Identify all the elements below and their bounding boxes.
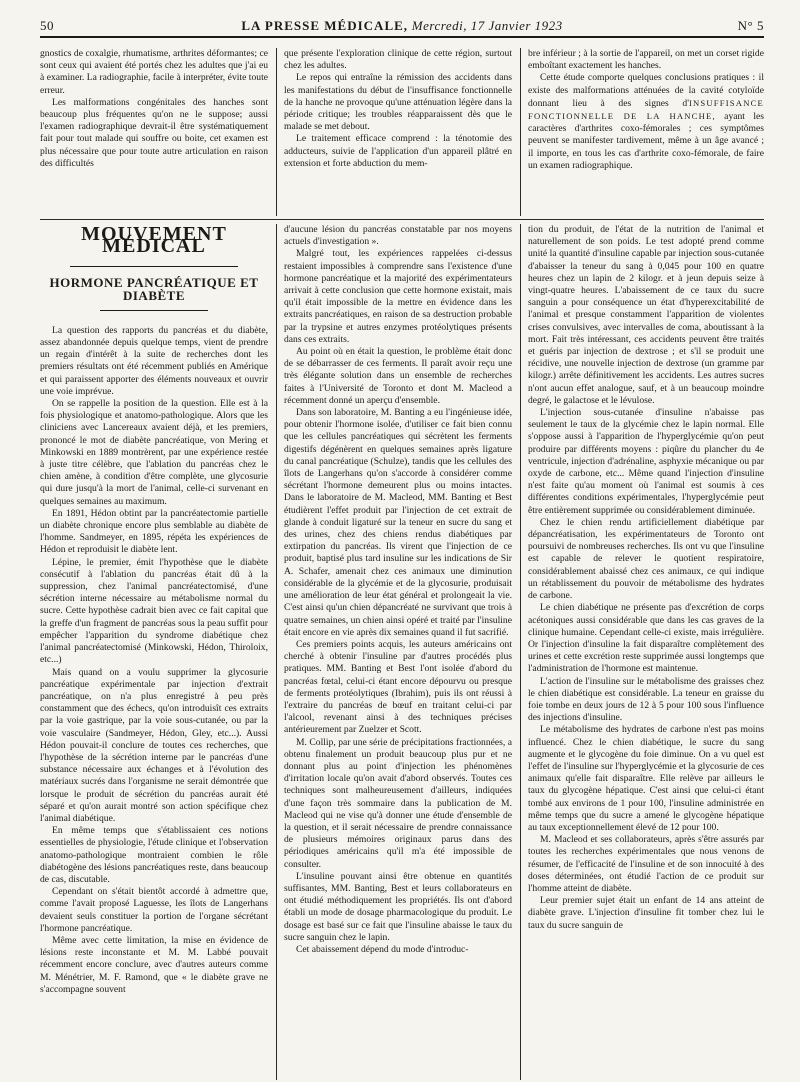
paragraph: Malgré tout, les expériences rappelées ci-dessus restaient impossibles à comprendre sans l'existence d'une hormone pancréatique et la majorité des expérimentateurs arrivait à cette conclusion que cette hormone existait, mais qu'il était impossible de la mettre en évidence dans les extraits pancréatiques, en raison de sa destruction probable par la trypsine et autres enzymes protéolytiques présents dans ces extraits. [284,248,512,345]
paragraph: gnostics de coxalgie, rhumatisme, arthrites déformantes; ce sont ceux qui avaient été portés chez les adultes que j'ai eu à examiner. La radiographie, facile à interpréter, évite toute erreur. [40,48,268,96]
paragraph: En même temps que s'établissaient ces notions essentielles de physiologie, l'étude clinique et l'observation anatomo-pathologique montraient combien le rôle diabétogène des lésions pancréatiques reste, dans beaucoup de cas, discutable. [40,825,268,885]
article-column-3 [528,224,764,932]
journal-title: LA PRESSE MÉDICALE, [241,18,409,33]
paragraph: Dans son laboratoire, M. Banting a eu l'ingénieuse idée, pour obtenir l'hormone isolée, d'utiliser ce fait bien connu que les cellules pancréatiques qui sécrètent les ferments digestifs dégénèrent en quelques semaines après ligature du canal pancréatique (Schulze), tandis que les cellules des îlots de Langerhans qu'on s'accorde à considérer comme sécrétant l'hormone demeurent plus ou moins intactes. Dans le laboratoire de M. Macleod, MM. Banting et Best étudièrent l'effet produit par l'injection de cet extrait de glande à conduit ligaturé sur la teneur en sucre du sang et des urines, chez des chiens rendus diabétiques par extirpation du pancréas. Ils virent que l'injection de ce produit, baptisé plus tard insuline sur les indications de Sir A. Schafer, amenait chez ces animaux une diminution considérable de la glycémie et de la glycosurie, produisait une amélioration de leur état général et prolongeait la vie. C'est ainsi qu'un chien dépancréaté ne survivant que trois à quatre semaines, un chien ainsi opéré et traité par l'insuline était encore en vie après dix semaines quand il fut sacrifié. [284,407,512,638]
paragraph: d'aucune lésion du pancréas constatable par nos moyens actuels d'investigation ». [284,224,512,248]
article-column-1 [40,224,268,996]
paragraph: Mais quand on a voulu supprimer la glycosurie pancréatique expérimentale par injection d'extrait pancréatique, on n'a plus enregistré à peu près constamment que des échecs, qu'on introduisît ces extraits par la voie gastrique, par la voie sous-cutanée, ou par la voie vasculaire (Sandmeyer, Hédon, Gley, etc...). Aussi Hédon pouvait-il conclure de toutes ces recherches, que l'hypothèse de la sécrétion interne par le pancréas d'une substance nécessaire aux échanges et à l'évolution des matériaux sucrés dans l'organisme ne serait démontrée que lorsque le produit de sécrétion du pancréas aurait été séparé et qu'on aurait montré son action spécifique chez l'animal diabétique. [40,666,268,824]
emphasized-text: INSUFFISANCE FONCTIONNELLE DE LA HANCHE, [528,97,764,122]
column-divider [520,48,521,216]
text-run: Cette étude comporte quelques conclusions pratiques : il existe des malformations atténuées de la cavité cotyloïde donnant lieu à des signes d' [528,72,764,109]
paragraph: Même avec cette limitation, la mise en évidence de lésions reste inconstante et M. M. Labbé pouvait récemment encore conclure, avec d'autres auteurs comme M. Ménétrier, M. F. Ramond, que « le diabète grave ne s'accompagne souvent [40,934,268,995]
section-rule [40,219,764,220]
top-column-2 [284,48,512,170]
paragraph: Chez le chien rendu artificiellement diabétique par dépancréatisation, les expérimentateurs de Toronto ont poursuivi de nombreuses recherches. Ils ont vu que l'insuline est capable de relever le quotient respiratoire, considérablement abaissé chez ces animaux, ce qui indique un rétablissement du pouvoir de métabolisme des hydrates de carbone. [528,516,764,602]
column-divider [520,224,521,1080]
top-column-3 [528,48,764,172]
paragraph: tion du produit, de l'état de la nutrition de l'animal et naturellement de son poids. Le test adopté prend comme unité la quantité d'insuline capable par injection sous-cutanée d'abaisser la teneur du sang à 0,045 pour 100 en quatre heures chez un lapin de 2 kilogr. et à jeun depuis seize à vingt-quatre heures. L'abaissement de ce taux du sucre sanguin a pour conséquence un état d'hyperexcitabilité de l'animal et presque constamment l'apparition de violentes crises convulsives, avec intervalles de coma, aboutissant à la mort. Fait très intéressant, ces accidents peuvent être traités et guéris par injection de dextrose ; et s'il se produit une récidive, une nouvelle injection de dextrose (un gramme par kilogr.) arrête définitivement les accidents. Les autres sucres n'ont aucun effet analogue, sauf, et à un beaucoup moindre degré, le galactose et le lévulose. [528,224,764,406]
paragraph: Leur premier sujet était un enfant de 14 ans atteint de diabète grave. L'injection d'insuline fit tomber chez lui le taux du sucre sanguin de [528,895,764,931]
paragraph: Cet abaissement dépend du mode d'introduc- [296,943,469,955]
paragraph: Cependant on s'était bientôt accordé à admettre que, comme l'avait proposé Laguesse, les îlots de Langerhans devaient seuls constituer la portion de l'organe sécrétant l'hormone pancréatique. [40,886,268,934]
paragraph: Les malformations congénitales des hanches sont beaucoup plus fréquentes qu'on ne le suppose; aussi l'examen radiographique devrait-il être systématiquement fait pour tout malade qui souffre ou boite, cet examen est plus nécessaire que pour toute autre articulation en raison des difficultés [40,96,268,169]
paragraph: L'injection sous-cutanée d'insuline n'abaisse pas seulement le taux de la glycémie chez le lapin normal. Elle s'oppose aussi à l'apparition de l'hyperglycémie qu'on peut produire par différents moyens : piqûre du plancher du 4e ventricule, injection d'adrénaline, asphyxie mécanique ou par oxyde de carbone, etc... Même quand l'injection d'insuline n'est faite qu'au moment où l'animal est soumis à ces différentes conditions expérimentales, l'hyperglycémie peut être entièrement supprimée ou considérablement diminuée. [528,407,764,516]
paragraph: On se rappelle la position de la question. Elle est à la fois physiologique et anatomo-pathologique. Alors que les cliniciens avec Lancereaux avaient déjà, et les premiers, prononcé le mot de diabète pancréatique, von Mering et Minkowski en 1889 montrèrent, par une expérience restée à juste titre célèbre, que l'ablation du pancréas chez le chien amène, à condition d'être complète, une glycosurie qui dure jusqu'à la mort de l'animal, celle-ci survenant en quelques semaines au maximum. [40,398,268,507]
paragraph: En 1891, Hédon obtint par la pancréatectomie partielle un diabète chronique encore plus semblable au diabète de l'homme. Sandmeyer, en 1895, répéta les expériences de Hédon et reproduisit le diabète lent. [40,507,268,556]
paragraph: Lépine, le premier, émit l'hypothèse que le diabète consécutif à l'ablation du pancréas était dû à la suppression, chez l'animal pancréatectomisé, d'une sécrétion interne nécessaire au métabolisme normal du sucre. Cette hypothèse cadrait bien avec ce fait capital que la greffe d'un fragment de pancréas sous la peau suffit pour empêcher l'apparition du syndrome diabétique chez l'animal pancréatectomisé (Minkowski, Hédon, Thiroloix, etc...) [40,556,268,666]
paragraph: Le chien diabétique ne présente pas d'excrétion de corps acétoniques aussi considérable que dans les cas graves de la clinique humaine. Cependant celle-ci existe, mais irrégulière. Or l'injection d'insuline la fait disparaître complètement des urines et cette excrétion reste supprimée aussi longtemps que l'administration de l'hormone est maintenue. [528,602,764,675]
paragraph: Le traitement efficace comprend : la ténotomie des adducteurs, suivie de l'application d'un appareil plâtré en extension et forte abduction du mem- [284,133,512,169]
column-divider [276,48,277,216]
top-column-1 [40,48,268,170]
subtitle-rule [100,310,208,311]
section-title: MOUVEMENT MÉDICAL [81,223,227,258]
paragraph: L'action de l'insuline sur le métabolisme des graisses chez le chien diabétique est considérable. La teneur en graisse du foie tombe en deux jours de 12 à 5 pour 100 sous l'influence des injections d'insuline. [528,675,764,724]
article-title: HORMONE PANCRÉATIQUE ET DIABÈTE [49,275,259,303]
column-divider [276,224,277,1080]
paragraph: Le repos qui entraîne la rémission des accidents dans les manifestations du début de l'insuffisance fonctionnelle de la hanche ne provoque qu'une atténuation légère dans la période critique; les troubles réapparaissent dès que le malade se met debout. [284,72,512,133]
masthead [40,18,764,34]
page-number: 50 [40,18,54,33]
issue-date: Mercredi, 17 Janvier 1923 [411,18,563,33]
paragraph: M. Macleod et ses collaborateurs, après s'être assurés par toutes les recherches expérimentales que nous venons de résumer, de l'efficacité de l'insuline et de son innocuité à des doses déterminées, ont étudié l'action de ce produit sur l'homme atteint de diabète. [528,834,764,894]
title-rule [70,266,238,267]
paragraph: Le métabolisme des hydrates de carbone n'est pas moins influencé. Chez le chien diabétique, le sucre du sang augmente et le glycogène du foie diminue. On a vu quel est l'effet de l'insuline sur l'hyperglycémie et la glycosurie de ces animaux qu'elle fait disparaître. Elle relève par ailleurs le taux du glycogène hépatique. C'est ainsi que celui-ci étant tombé aux environs de 1 pour 100, l'insuline administrée en même temps que du sucre a amené le glycogène hépatique au taux exceptionnellement élevé de 12 pour 100. [528,724,764,833]
page-header [40,14,764,38]
paragraph: L'insuline pouvant ainsi être obtenue en quantités suffisantes, MM. Banting, Best et leurs collaborateurs en ont étudié méthodiquement les propriétés. Ils ont d'abord établi un mode de dosage pharmacologique du produit. Le dosage est basé sur ce fait que l'insuline abaisse le taux du sucre sanguin chez le lapin. [284,870,512,943]
issue-number: N° 5 [737,18,764,33]
paragraph: M. Collip, par une série de précipitations fractionnées, a obtenu finalement un produit beaucoup plus pur et ne donnant plus au point d'injection les phénomènes d'irritation locale qu'on avait d'abord observés. Toutes ces techniques sont malheureusement d'ailleurs, indiquées d'une façon très sommaire dans la publication de M. Macleod qui ne vise qu'à donner une étude d'ensemble de la question, et il serait nécessaire de prendre connaissance de plusieurs mémoires originaux parus dans des périodiques américains qu'il m'a été impossible de consulter. [284,736,512,870]
article-hormone-pancreatique [40,224,764,1082]
paragraph: que présente l'exploration clinique de cette région, surtout chez les adultes. [284,48,512,72]
text-run: ayant les caractères d'arthrites coxo-fémorales ; ces symptômes peuvent se manifester tardivement, même à un âge avancé ; il importe, en tous les cas d'arthrite coxo-fémorale, de faire un examen radiographique. [528,111,764,171]
paragraph: Ces premiers points acquis, les auteurs américains ont cherché à obtenir l'insuline par d'autres procédés plus pratiques. MM. Banting et Best l'ont isolée d'abord du pancréas fœtal, celui-ci étant encore dépourvu ou presque de ferments protéolytiques (Ibrahim), puis ils ont réussi à l'extraire du pancréas de bœuf en traitant celui-ci par l'alcool, revenant ainsi à des techniques précises antérieurement par Zuelzer et Scott. [284,638,512,736]
paragraph: Au point où en était la question, le problème était donc de se débarrasser de ces ferments. Il paraît avoir reçu une très élégante solution dans un ensemble de recherches faites à l'Université de Toronto et dont M. Macleod a récemment donné un aperçu d'ensemble. [284,346,512,406]
paragraph [528,72,764,172]
paragraph: La question des rapports du pancréas et du diabète, assez abandonnée depuis quelque temps, vient de prendre un regain d'intérêt à la suite de recherches dont les premiers résultats ont été récemment publiés en Amérique et qui paraissent apporter des éléments nouveaux et ouvrir une voie imprévue. [40,324,268,397]
article-column-2 [284,224,512,956]
previous-article-continuation [40,48,764,218]
newspaper-page [40,14,764,995]
paragraph: bre inférieur ; à la sortie de l'appareil, on met un corset rigide emboîtant exactement les hanches. [528,48,764,72]
